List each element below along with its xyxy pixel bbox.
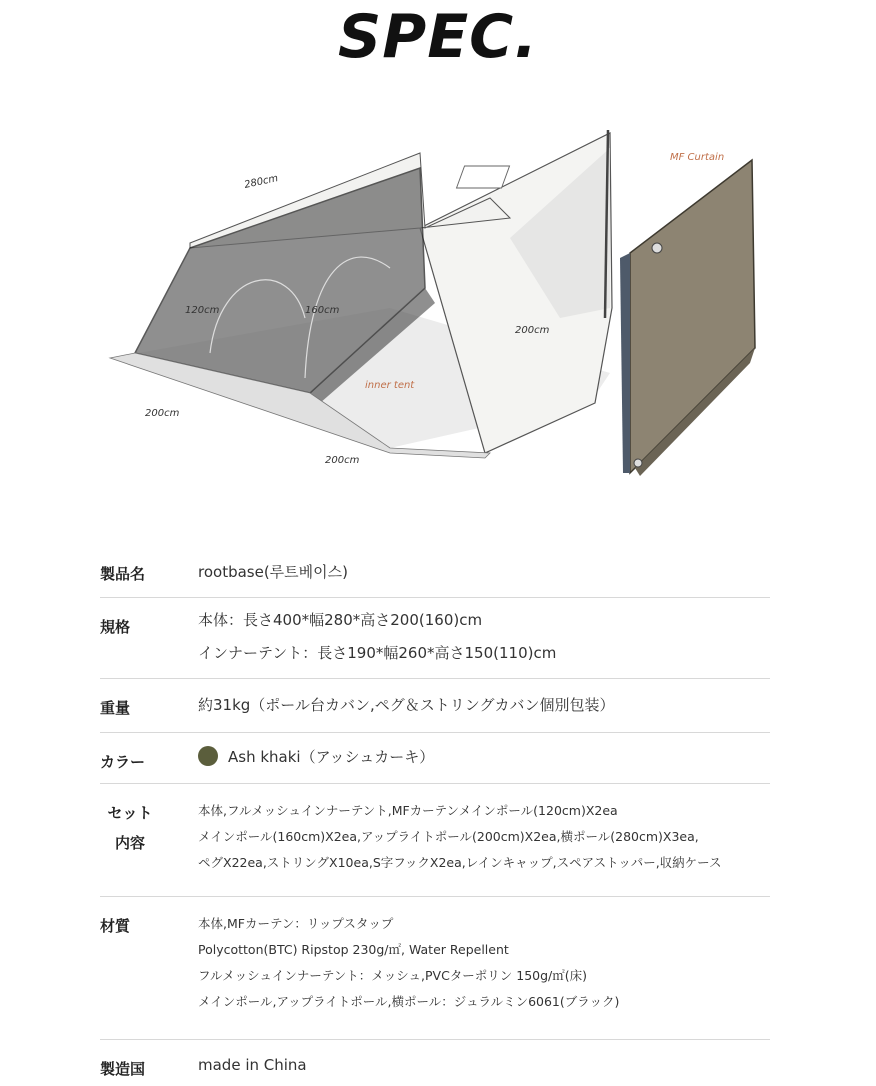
row-label: セット 内容 bbox=[107, 804, 153, 852]
dim-front: 200cm bbox=[325, 455, 360, 466]
dim-depth: 200cm bbox=[145, 408, 180, 419]
product-name-value: rootbase(루트베이스) bbox=[198, 563, 348, 581]
tent-illustration bbox=[90, 118, 790, 508]
spec-row-weight bbox=[100, 679, 770, 733]
color-swatch bbox=[198, 746, 218, 766]
inner-tent-label: inner tent bbox=[365, 380, 415, 391]
row-label: カラー bbox=[100, 753, 146, 771]
set-contents-value: 本体,フルメッシュインナーテント,MFカーテンメインポール(120cm)X2ea メインポール(160cm)X2ea,アップライトポール(200cm)X2ea,横ポール(280cm)X3ea, ペグX22ea,ストリングX10ea,S字フックX2ea,レインキャップ,スペアストッパー,収納ケース bbox=[198, 803, 722, 870]
spec-row-color bbox=[100, 733, 770, 784]
dim-inner-height-1: 120cm bbox=[185, 305, 220, 316]
spec-row-dimensions bbox=[100, 598, 770, 679]
row-label: 製品名 bbox=[100, 565, 146, 583]
row-label: 規格 bbox=[100, 618, 131, 636]
color-value: Ash khaki（アッシュカーキ） bbox=[198, 741, 434, 774]
spec-table bbox=[100, 550, 770, 1086]
page-title: SPEC. bbox=[338, 2, 538, 72]
origin-value: made in China bbox=[198, 1056, 307, 1074]
dimensions-value: 本体：長さ400*幅280*高さ200(160)cm インナーテント：長さ190*幅260*高さ150(110)cm bbox=[198, 611, 557, 662]
dim-top-width: 280cm bbox=[243, 173, 280, 191]
row-label: 重量 bbox=[100, 699, 131, 717]
row-label: 製造国 bbox=[100, 1060, 146, 1078]
dim-wall-height: 200cm bbox=[515, 325, 550, 336]
spec-row-product-name bbox=[100, 550, 770, 598]
spec-row-origin bbox=[100, 1040, 770, 1086]
row-label: 材質 bbox=[100, 917, 131, 935]
material-value: 本体,MFカーテン：リップスタップ Polycotton(BTC) Ripstop 230g/㎡, Water Repellent フルメッシュインナーテント：メッシュ,PVCターポリン 150g/㎡(床) メインポール,アップライトポール,横ポール：ジュラルミン6061(ブラック) bbox=[198, 916, 620, 1009]
weight-value: 約31kg（ポール台カバン,ペグ＆ストリングカバン個別包装） bbox=[198, 696, 615, 714]
curtain-label: MF Curtain bbox=[670, 152, 725, 163]
dim-inner-height-2: 160cm bbox=[305, 305, 340, 316]
spec-row-material bbox=[100, 897, 770, 1040]
spec-row-set-contents bbox=[100, 784, 770, 897]
